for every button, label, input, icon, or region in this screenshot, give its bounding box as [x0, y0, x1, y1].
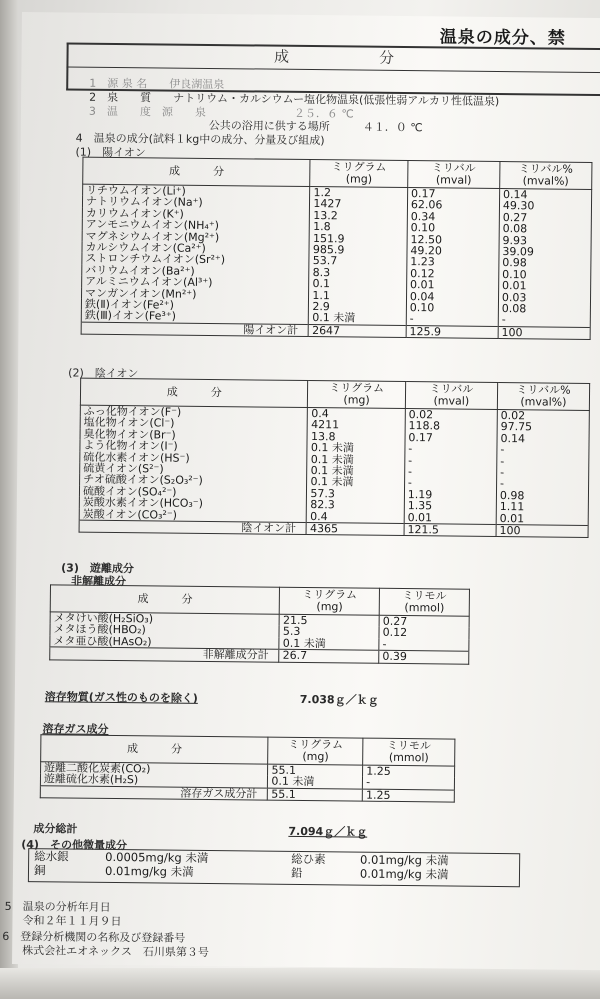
col-mg: ミリグラム (mg) — [280, 587, 380, 615]
trace-value: 0.0005mg/kg 未満 — [105, 850, 209, 866]
nondissociated-table — [49, 584, 470, 664]
component-value: 55.1 — [268, 764, 363, 777]
component-value: 985.9 — [309, 244, 407, 256]
col-mval: ミリバル (mval) — [405, 382, 497, 410]
component-value: 1.35 — [404, 500, 496, 512]
component-value: 57.3 — [307, 488, 405, 500]
component-value: 0.98 — [499, 257, 591, 269]
total-mg: 2647 — [309, 324, 407, 337]
component-value: 9.93 — [499, 235, 591, 247]
component-value: 13.2 — [310, 210, 408, 222]
component-name: バリウムイオン(Ba²⁺) — [82, 264, 310, 278]
component-name: ストロンチウムイオン(Sr²⁺) — [82, 253, 310, 267]
component-value: 0.17 — [407, 188, 499, 201]
component-value: - — [379, 639, 469, 652]
component-value: 0.02 — [497, 409, 589, 422]
col-mg: ミリグラム (mg) — [308, 381, 406, 409]
component-name: 臭化物イオン(Br⁻) — [80, 428, 308, 442]
component-value: 1427 — [310, 198, 408, 210]
component-value: 0.1 — [309, 278, 407, 290]
col-mval-pct: ミリバル% (mval%) — [497, 383, 589, 411]
total-label: 陰イオン計 — [79, 520, 307, 535]
component-name: 炭酸イオン(CO₃²⁻) — [79, 508, 307, 522]
component-value: - — [405, 455, 497, 467]
free-components-label: (3) 遊離成分 — [61, 561, 134, 576]
component-value: 0.08 — [499, 223, 591, 235]
component-value: - — [404, 477, 496, 489]
component-value: 0.98 — [496, 490, 588, 502]
component-value: 82.3 — [307, 499, 405, 511]
anion-label: (2) 陰イオン — [68, 366, 139, 381]
total-mg: 26.7 — [279, 649, 379, 662]
component-value: 1.23 — [407, 256, 499, 268]
cation-table — [81, 157, 593, 341]
component-value: 21.5 — [280, 614, 380, 627]
analysis-sheet — [2, 12, 600, 970]
total-mval: 121.5 — [404, 524, 496, 537]
component-value: 0.4 — [307, 511, 405, 524]
dissolved-gas-table — [40, 734, 456, 803]
component-name: 塩化物イオン(Cl⁻) — [80, 417, 308, 431]
component-value: 0.02 — [405, 409, 497, 422]
component-value: - — [405, 466, 497, 478]
component-value: 0.03 — [498, 292, 590, 304]
component-value: 0.01 — [499, 280, 591, 292]
component-name: ふっ化物イオン(F⁻) — [80, 405, 308, 419]
analysis-org-label: 6 登録分析機関の名称及び登録番号 — [2, 929, 186, 945]
trace-components-label: (4) その他微量成分 — [21, 838, 128, 853]
component-value: 0.1 未満 — [307, 454, 405, 466]
component-value: 0.17 — [405, 432, 497, 444]
component-value: - — [497, 444, 589, 456]
component-value: 0.1 未満 — [307, 465, 405, 477]
component-value: 62.06 — [407, 199, 499, 211]
component-value: - — [497, 467, 589, 479]
component-value: - — [363, 777, 455, 790]
component-value: 1.8 — [310, 221, 408, 233]
total-mval: 125.9 — [406, 325, 498, 338]
component-value: 2.9 — [309, 301, 407, 313]
analysis-date-label: 5 温泉の分析年月日 — [4, 899, 111, 914]
component-value: 0.1 未満 — [307, 442, 405, 454]
component-value: 0.08 — [498, 303, 590, 315]
component-name: よう化物イオン(I⁻) — [80, 440, 308, 454]
component-value: - — [405, 443, 497, 455]
component-value: 0.1 未満 — [307, 476, 405, 488]
component-value: 0.27 — [499, 212, 591, 224]
component-value: - — [406, 314, 498, 327]
component-name: 遊離二酸化炭素(CO₂) — [41, 762, 269, 776]
component-value: 13.8 — [307, 431, 405, 443]
component-value: 1.19 — [404, 489, 496, 501]
trace-box — [28, 848, 520, 887]
component-name: 鉄(Ⅲ)イオン(Fe³⁺) — [81, 310, 309, 324]
component-value: 0.10 — [499, 269, 591, 281]
total-mval-pct: 100 — [496, 525, 588, 538]
dissolved-gas-label: 溶存ガス成分 — [42, 722, 109, 736]
analysis-org-value: 株式会社エオネックス 石川県第３号 — [22, 944, 210, 960]
component-name: 硫酸イオン(SO₄²⁻) — [79, 485, 307, 499]
component-value: 49.20 — [407, 245, 499, 257]
component-value: 53.7 — [309, 255, 407, 267]
component-value: 39.09 — [499, 246, 591, 258]
table-total-row — [50, 647, 469, 664]
col-component: 成 分 — [50, 585, 280, 614]
components-section-title: 成 分 — [66, 42, 600, 73]
component-value: 151.9 — [310, 233, 408, 245]
trace-value: 0.01mg/kg 未満 — [104, 864, 194, 880]
component-name: メタけい酸(H₂SiO₃) — [50, 612, 280, 626]
analysis-date-value: 令和２年１１月９日 — [22, 914, 122, 929]
component-name: メタ亜ひ酸(HAsO₂) — [50, 635, 280, 649]
total-components-value: 7.094ｇ／ｋｇ — [288, 824, 368, 839]
component-value: 1.2 — [310, 187, 408, 200]
component-value: 0.14 — [499, 189, 591, 202]
component-name: リチウムイオン(Li⁺) — [83, 184, 311, 198]
component-value: 0.10 — [406, 302, 498, 314]
component-name: ナトリウムイオン(Na⁺) — [82, 196, 310, 210]
total-mmol: 0.39 — [379, 650, 469, 663]
component-value: 49.30 — [499, 200, 591, 212]
total-label: 溶存ガス成分計 — [40, 786, 268, 801]
trace-name: 鉛 — [290, 866, 303, 881]
spring-name: 1 源 泉 名 伊良湖温泉 — [89, 76, 225, 92]
frame-border-bottom — [0, 968, 600, 999]
total-components-label: 成分総計 — [33, 822, 78, 836]
component-value: 1.11 — [496, 501, 588, 513]
trace-name: 総水銀 — [34, 849, 69, 864]
total-mg: 4365 — [306, 523, 404, 536]
component-value: 0.1 未満 — [309, 312, 407, 325]
component-name: メタほう酸(HBO₂) — [50, 624, 280, 638]
col-mg: ミリグラム (mg) — [310, 160, 408, 188]
component-value: 0.14 — [497, 433, 589, 445]
trace-value: 0.01mg/kg 未満 — [359, 852, 449, 868]
col-component: 成 分 — [41, 735, 269, 764]
component-value: 0.01 — [406, 279, 498, 291]
dissolved-matter-value: 7.038ｇ／ｋｇ — [299, 692, 379, 707]
page-title: 温泉の成分、禁 — [439, 27, 566, 49]
temperature-bath: 公共の浴用に供する場所 ４１．０ ℃ — [208, 118, 423, 135]
total-mmol: 1.25 — [362, 789, 454, 802]
total-label: 非解離成分計 — [50, 647, 280, 662]
col-mmol: ミリモル (mmol) — [379, 588, 469, 616]
cation-label: (1) 陽イオン — [75, 145, 146, 160]
component-name: アンモニウムイオン(NH₄⁺) — [82, 219, 310, 233]
component-name: マグネシウムイオン(Mg²⁺) — [82, 230, 310, 244]
trace-value: 0.01mg/kg 未満 — [359, 866, 449, 882]
anion-table — [79, 378, 591, 539]
component-value: 0.12 — [407, 268, 499, 280]
col-mval-pct: ミリバル% (mval%) — [500, 162, 592, 190]
component-name: カリウムイオン(K⁺) — [82, 207, 310, 221]
component-name: 炭酸水素イオン(HCO₃⁻) — [79, 497, 307, 511]
component-value: 12.50 — [407, 234, 499, 246]
dissolved-matter-label: 溶存物質(ガス性のものを除く) — [44, 690, 198, 705]
component-value: 0.10 — [407, 222, 499, 234]
component-value: 0.34 — [407, 211, 499, 223]
total-mg: 55.1 — [268, 788, 363, 801]
component-value: 4211 — [308, 419, 406, 431]
component-value: 0.4 — [308, 408, 406, 421]
component-value: 8.3 — [309, 267, 407, 279]
component-name: 硫化水素イオン(HS⁻) — [80, 451, 308, 465]
col-mval: ミリバル (mval) — [408, 161, 500, 189]
composition-heading: 4 温泉の成分(試料１kg中の成分、分量及び組成) — [75, 131, 325, 148]
component-value: 97.75 — [497, 421, 589, 433]
component-value: 0.04 — [406, 291, 498, 303]
component-value: 5.3 — [279, 626, 379, 638]
component-value: - — [497, 456, 589, 468]
temperature-source: 3 温 度 源 泉 ２５．６ ℃ — [88, 104, 354, 121]
component-name: チオ硫酸イオン(S₂O₃²⁻) — [80, 474, 308, 488]
component-name: 遊離硫化水素(H₂S) — [40, 774, 268, 788]
component-value: 0.12 — [379, 627, 469, 639]
component-name: アルミニウムイオン(Al³⁺) — [82, 276, 310, 290]
component-value: 0.1 未満 — [279, 638, 379, 651]
component-value: 1.25 — [363, 765, 455, 778]
component-value: 0.01 — [404, 512, 496, 525]
nondissociated-label: 非解離成分 — [70, 574, 127, 589]
component-name: カルシウムイオン(Ca²⁺) — [82, 242, 310, 256]
col-mg: ミリグラム (mg) — [268, 737, 363, 765]
total-label: 陽イオン計 — [81, 322, 309, 337]
col-component: 成 分 — [83, 157, 311, 186]
component-value: 0.1 未満 — [268, 776, 363, 789]
component-name: 硫黄イオン(S²⁻) — [80, 463, 308, 477]
col-mmol: ミリモル (mmol) — [363, 738, 455, 766]
total-mval-pct: 100 — [498, 326, 590, 339]
component-value: - — [498, 314, 590, 327]
spring-quality: 2 泉 質 ナトリウム・カルシウムー塩化物温泉(低張性弱アルカリ性低温泉) — [89, 90, 500, 109]
component-value: 0.27 — [379, 615, 469, 628]
col-component: 成 分 — [80, 378, 308, 407]
component-value: - — [496, 478, 588, 490]
trace-name: 総ひ素 — [291, 852, 326, 867]
component-name: 鉄(Ⅱ)イオン(Fe²⁺) — [81, 299, 309, 313]
component-value: 1.1 — [309, 290, 407, 302]
component-value: 118.8 — [405, 420, 497, 432]
trace-name: 銅 — [33, 863, 46, 878]
component-name: マンガンイオン(Mn²⁺) — [82, 287, 310, 301]
component-value: 0.01 — [496, 513, 588, 526]
